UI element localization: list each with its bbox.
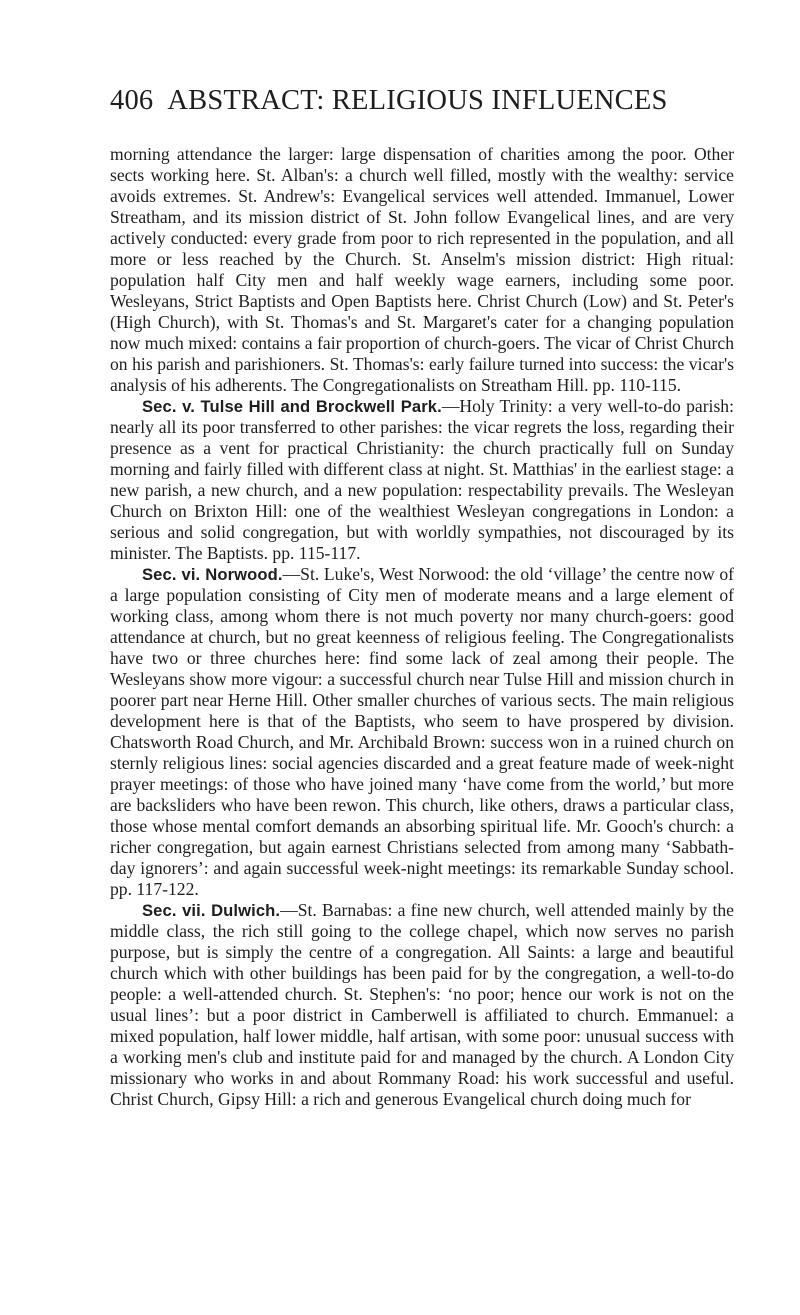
paragraph-sec-vi bbox=[110, 564, 734, 900]
paragraph-text: —Holy Trinity: a very well-to-do parish: nearly all its poor transferred to other parishes: the vicar regrets the loss, regarding their presence as a vent for practical Christianity: the church practically full on Sunday morning and fairly filled with different class at night. St. Matthias' in the earliest stage: a new parish, a new church, and a new population: respectability prevails. The Wesleyan Church on Brixton Hill: one of the wealthiest Wesleyan congregations in London: a serious and solid congregation, but with worldly sympathies, not discouraged by its minister. The Baptists. pp. 115-117. bbox=[110, 396, 734, 563]
paragraph-sec-v bbox=[110, 396, 734, 564]
paragraph-text: —St. Luke's, West Norwood: the old ‘village’ the centre now of a large population consisting of City men of moderate means and a large element of working class, among whom there is not much poverty nor many church-goers: good attendance at church, but no great keenness of religious feeling. The Congregationalists have two or three churches here: find some lack of zeal among their people. The Wesleyans show more vigour: a successful church near Tulse Hill and mission church in poorer part near Herne Hill. Other smaller churches of various sects. The main religious development here is that of the Baptists, who seem to have prospered by division. Chatsworth Road Church, and Mr. Archibald Brown: success won in a ruined church on sternly religious lines: social agencies discarded and a great feature made of week-night prayer meetings: of those who have joined many ‘have come from the world,’ but more are backsliders who have been rewon. This church, like others, draws a particular class, those whose mental comfort demands an absorbing spiritual life. Mr. Gooch's church: a richer congregation, but again earnest Christians selected from among many ‘Sabbath-day ignorers’: and again successful week-night meetings: its remarkable Sunday school. pp. 117-122. bbox=[110, 564, 734, 899]
paragraph-text: —St. Barnabas: a fine new church, well attended mainly by the middle class, the rich still going to the college chapel, which now serves no parish purpose, but is simply the centre of a congregation. All Saints: a large and beautiful church which with other buildings has been paid for by the congregation, a well-to-do people: a well-attended church. St. Stephen's: ‘no poor; hence our work is not on the usual lines’: but a poor district in Camberwell is affiliated to church. Emmanuel: a mixed population, half lower middle, half artisan, with some poor: unusual success with a working men's club and institute paid for and managed by the church. A London City missionary who works in and about Rommany Road: his work successful and useful. Christ Church, Gipsy Hill: a rich and generous Evangelical church doing much for bbox=[110, 900, 734, 1109]
section-heading: Sec. v. Tulse Hill and Brockwell Park. bbox=[142, 397, 442, 416]
page-number: 406 bbox=[110, 85, 154, 116]
book-page bbox=[110, 84, 734, 1110]
section-heading: Sec. vi. Norwood. bbox=[142, 565, 283, 584]
body-text bbox=[110, 144, 734, 1110]
paragraph-text: morning attendance the larger: large dispensation of charities among the poor. Other sects working here. St. Alban's: a church well filled, mostly with the wealthy: service avoids extremes. St. Andrew's: Evangelical services well attended. Immanuel, Lower Streatham, and its mission district of St. John follow Evangelical lines, and are very actively conducted: every grade from poor to rich represented in the population, and all more or less reached by the Church. St. Anselm's mission district: High ritual: population half City men and half weekly wage earners, including some poor. Wesleyans, Strict Baptists and Open Baptists here. Christ Church (Low) and St. Peter's (High Church), with St. Thomas's and St. Margaret's cater for a changing population now much mixed: contains a fair proportion of church-goers. The vicar of Christ Church on his parish and parishioners. St. Thomas's: early failure turned into success: the vicar's analysis of his adherents. The Congregationalists on Streatham Hill. pp. 110-115. bbox=[110, 144, 734, 395]
running-title: ABSTRACT: RELIGIOUS INFLUENCES bbox=[167, 85, 668, 116]
paragraph-continuation bbox=[110, 144, 734, 396]
section-heading: Sec. vii. Dulwich. bbox=[142, 901, 281, 920]
running-head bbox=[110, 84, 734, 118]
paragraph-sec-vii bbox=[110, 900, 734, 1110]
